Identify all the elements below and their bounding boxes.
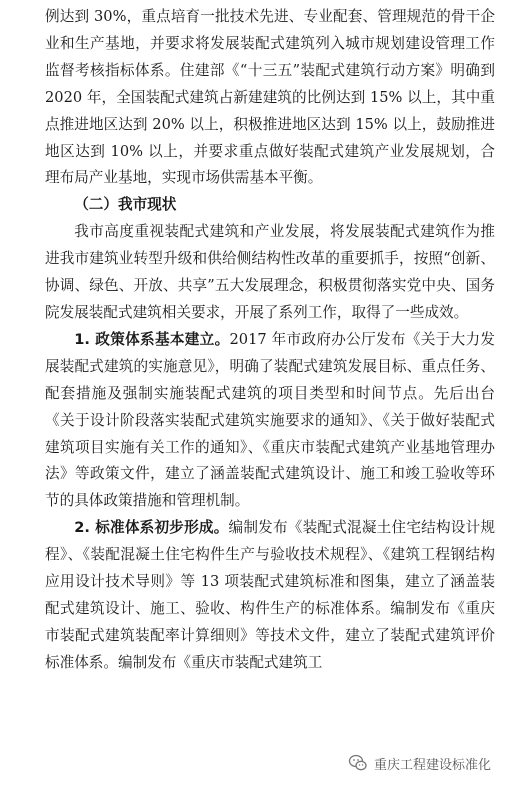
policy-lead: 1. 政策体系基本建立。	[74, 330, 230, 348]
wechat-icon	[348, 753, 368, 773]
section-heading: （二）我市现状	[74, 196, 177, 214]
document-body	[45, 4, 495, 677]
wechat-watermark	[348, 752, 491, 774]
paragraph-continued: 例达到 30%，重点培育一批技术先进、专业配套、管理规范的骨干企业和生产基地，并要求将发展装配式建筑列入城市规划建设管理工作监督考核指标体系。住建部《“十三五”装配式建筑行动方案》明确到 2020 年，全国装配式建筑占新建建筑的比例达到 15% 以上，其中重点推进地区达到 20% 以上，积极推进地区达到 15% 以上，鼓励推进地区达到 10% 以上，并要求重点做好装配式建筑产业发展规划，合理布局产业基地，实现市场供需基本平衡。	[45, 8, 495, 187]
policy-text: 2017 年市政府办公厅发布《关于大力发展装配式建筑的实施意见》，明确了装配式建筑发展目标、重点任务、配套措施及强制实施装配式建筑的项目类型和时间节点。先后出台《关于设计阶段落实装配式建筑实施要求的通知》、《关于做好装配式建筑项目实施有关工作的通知》、《重庆市装配式建筑产业基地管理办法》等政策文件，建立了涵盖装配式建筑设计、施工和竣工验收等环节的具体政策措施和管理机制。	[45, 330, 496, 510]
paragraph-policy	[45, 327, 495, 515]
standards-lead: 2. 标准体系初步形成。	[74, 519, 229, 537]
paragraph-standards	[45, 515, 495, 676]
watermark-text: 重庆工程建设标准化	[374, 757, 492, 773]
paragraph-status: 我市高度重视装配式建筑和产业发展，将发展装配式建筑作为推进我市建筑业转型升级和供给侧结构性改革的重要抓手，按照“创新、协调、绿色、开放、共享”五大发展理念，积极贯彻落实党中央、国务院发展装配式建筑相关要求，开展了系列工作，取得了一些成效。	[45, 223, 495, 321]
standards-text: 编制发布《装配式混凝土住宅结构设计规程》、《装配混凝土住宅构件生产与验收技术规程》、《建筑工程钢结构应用设计技术导则》等 13 项装配式建筑标准和图集，建立了涵盖装配式建筑设计、施工、验收、构件生产的标准体系。编制发布《重庆市装配式建筑装配率计算细则》等技术文件，建立了装配式建筑评价标准体系。编制发布《重庆市装配式建筑工	[45, 519, 495, 671]
